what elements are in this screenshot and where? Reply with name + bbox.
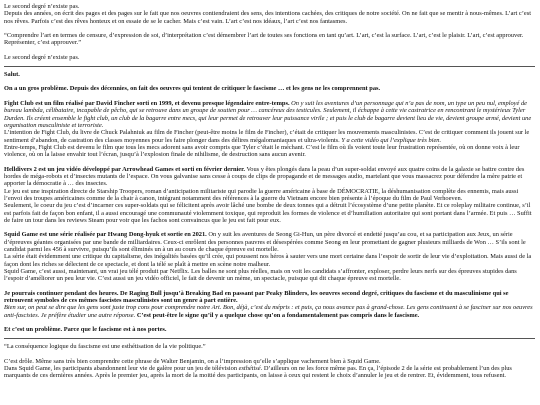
fight-club-paragraph xyxy=(4,100,535,129)
salutation-text: Salut. xyxy=(4,70,20,78)
intro-line: Le second degré n’existe pas. xyxy=(4,3,80,10)
analysis-text-b: . D’ailleurs on ne les force même pas. En ça, l’épisode 2 de la série est probablement l’un des plus marquants de ces dernières années. Après le premier jeu, après la mort de la moitié des participants, on laisse à ceux qui restent le choix d’annuler le jeu et de rentrer. Et, évidemment, tous refusent. xyxy=(4,364,512,380)
thesis-continuation xyxy=(4,304,535,319)
benjamin-paragraph: C’est drôle. Même sans très bien comprendre cette phrase de Walter Benjamin, on a l’impression qu’elle s’applique vachement bien à Squid Game. xyxy=(4,357,381,365)
intro-paragraph: Depuis des années, on écrit des pages et des pages sur le fait que nos oeuvres contiendraient des sens, des intentions cachées, des critiques de notre société. On ne fait que se mentir à nous-mêmes. L’art c’est nos rêves. Parfois c’est des rêves honteux et on essaie de se le cacher. Mais c’est vain. L’art c’est nos idéaux, l’art c’est nos fantasmes. xyxy=(4,10,531,25)
thesis-italic: Bien sur, on peut se dire que les gens sont juste trop cons pour comprendre notre Art. Bon, déjà, c’est du mépris : et puis, ça nous avance pas à grand-chose. Les gens continuent à se fasciner sur nos oeuvres anti-fascistes. Je préfère étudier une autre réponse. xyxy=(4,304,533,319)
squid-game-heading: Squid Game est une série réalisée par Hwang Dong-hyuk et sortie en 2021. xyxy=(4,231,207,239)
helldivers-reception: Seulement, le coeur du jeu c’est d’incarner ces super-soldats qui se félicitent après avoir lâché une bombe de deux tonnes qui a détruit l’écosystème d’une petite planète. Et ce roleplay militaire continue, s’il est parfois fait de façon bon enfant, il a aussi encouragé une communauté violemment toxique, qui reproduit les formes de violence et d’humiliation autoritaire qui sont portant dans l’armée. Et puis … Suffit de faire un tour dans les reviews Steam pour voir que les fachos sont convaincus que le jeu est fait pour eux. xyxy=(4,202,532,224)
intro-line-repeat: Le second degré n’existe pas. xyxy=(4,54,80,62)
fight-club-heading: Fight Club est un film réalisé par David Fincher sorti en 1999, et devenu presque légendaire entre-temps. xyxy=(4,100,290,108)
squid-game-critique: La série était évidemment une critique du capitalisme, des inégalités basées qu’il crée, qui poussent nos héros à sauter vers une mort certaine dans l’espoir de sortir de leur vie d’exploitation. Mais aussi de la façon dont les riches se délectent de ce spectacle, et dont la télé se plaît à mettre en scène notre malheur. xyxy=(4,253,532,268)
helldivers-heading: Helldivers 2 est un jeu vidéo développé par Arrowhead Games et sorti en février dernier. xyxy=(4,165,245,173)
closing-line xyxy=(4,326,535,333)
thesis-conclusion: C’est peut-être le signe qu’il y a quelque chose qu’on a fondamentalement pas compris dans le fascisme. xyxy=(135,311,420,319)
squid-game-analysis xyxy=(4,365,535,380)
thesis-paragraph xyxy=(4,290,535,305)
analysis-text-a: Dans Squid Game, les participants abandonnent leur vie de galère pour un jeu de télévision xyxy=(4,364,239,372)
benjamin-quote: “La conséquence logique du fascisme est une esthétisation de la vie politique.” xyxy=(4,343,206,351)
benjamin-section xyxy=(4,343,535,379)
fight-club-intent-text: L’intention de Fight Club, du livre de Chuck Palahniuk au film de Fincher (peut-être moins le film de Fincher), c’était de critiquer les mouvements masculinistes. C’est de critiquer comment ils jouent sur le sentiment d’abandon, de castration des classes moyennes pour les faire plonger dans des délires mégalomaniaques et ultra-violents. xyxy=(4,129,530,144)
lead-paragraph xyxy=(4,85,535,92)
squid-game-reception: Squid Game, c’est aussi, maintenant, un vrai jeu télé produit par Netflix. Les balles ne sont plus réelles, mais on voit les candidats s’affronter, exploser, perdre leurs nerfs sur des épreuves stupides dans l’espoir d’améliorer un peu leur vie. C’est aussi un jeu vidéo officiel, le fait de devenir un mème, un spectacle, puisque qui dit chaque épreuve est mortelle. xyxy=(4,267,517,283)
analysis-emphasis: esthétisé xyxy=(238,364,261,372)
helldivers-inspiration: Le jeu est une inspiration directe de Starship Troopers, roman d’anticipation militariste qui parodie la guerre américaine à base de DÉMOCRATIE, la déshumanisation complète des ennemis, mais aussi l’envoi des troupes américaines comme de la chair à canon, intégrant notamment des références à la guerre du Vietnam encore bien présente à l’époque du film de Paul Verhoeven. xyxy=(4,187,519,202)
helldivers-paragraph xyxy=(4,166,535,188)
fight-club-summary: On y suit les aventures d’un personnage qui n’a pas de nom, un type un peu nul, employé de bureau lambda, célibataire, incapable de pêcho, qui se retrouve dans un groupe de soutien pour … cancéreux des testicules. Seulement, il échappe à cette vie castratrice en rencontrant le mystérieux Tyler Durden. Ils créent ensemble le fight club, un club de la bagarre entre mecs, qui leur permet de retrouver leur puissance virile ; et puis le club de bagarre devient lieu de vie, devient groupe armé, devient une organisation masculiniste et terroriste. xyxy=(4,100,532,129)
intro-quote: “Comprendre l’art en termes de censure, d’expression de soi, d’interprétation c’est démembrer l’art de toutes ses fonctions en tant qu’art. L’art, c’est la surface. L’art, c’est le plaisir. L’art, c’est approuver. Représenter, c’est approuver.” xyxy=(4,32,524,47)
section-divider xyxy=(4,66,535,67)
helldivers-summary: Vous y êtes plongés dans la peau d’un super-soldat envoyé aux quatre coins de la galaxie se battre contre des hordes de méga-robots et d’insectes mutants de l’espace. On vous galvanise sans cesse à coups de clips de propagande et de messages audio, martelant que vous massacrez pour défendre la mère patrie et apporter la démocratie à … des insectes. xyxy=(4,165,525,188)
squid-game-paragraph xyxy=(4,231,535,253)
video-reference: Y a cette vidéo qui l’explique très bien. xyxy=(339,136,442,144)
problem-section xyxy=(4,71,535,334)
fight-club-intent xyxy=(4,129,535,144)
salutation xyxy=(4,71,535,78)
thesis-bold: Je pourrais continuer pendant des heures. De Raging Bull jusqu’à Breaking Bad en passant par Peaky Blinders, les oeuvres second degré, critiques du fascisme et du masculinisme qui se retrouvent symboles de ces mêmes fascistes masculinistes sont un genre à part entière. xyxy=(4,289,509,305)
closing-text: Et c’est un problème. Parce que le fascisme est à nos portes. xyxy=(4,326,167,334)
squid-game-summary: On y suit les aventures de Seong Gi-Hun, un père divorcé et endetté jusqu’au cou, et sa participation aux Jeux, un série d’épreuves géantes organisées par une bande de milliardaires. Ceux-ci enrôlent des personnes pauvres et désespérées comme Seong en leur promettant de gagner plusieurs milliards de Won … S’ils sont le candidat parmi les 456 à survivre, puisqu’ils sont éliminés un à un au cours de chaque épreuve est mortelle. xyxy=(4,231,526,253)
section-divider-2 xyxy=(4,338,535,339)
fight-club-reception: Entre-temps, Fight Club est devenu le film que tous les mecs adorent sans avoir compris que Tyler c’était le méchant. C’est le film où ils voient toute leur frustration représentée, où on donne voix à leur violence, où on la laisse envahir tout l’écran, jusqu’à l’explosion finale de nihilisme, de destruction sans aucun avenir. xyxy=(4,143,520,159)
intro-section xyxy=(4,3,535,61)
lead-text: On a un gros problème. Depuis des décennies, on fait des oeuvres qui tentent de critiquer le fascisme … et les gens ne les comprennent pas. xyxy=(4,85,381,93)
